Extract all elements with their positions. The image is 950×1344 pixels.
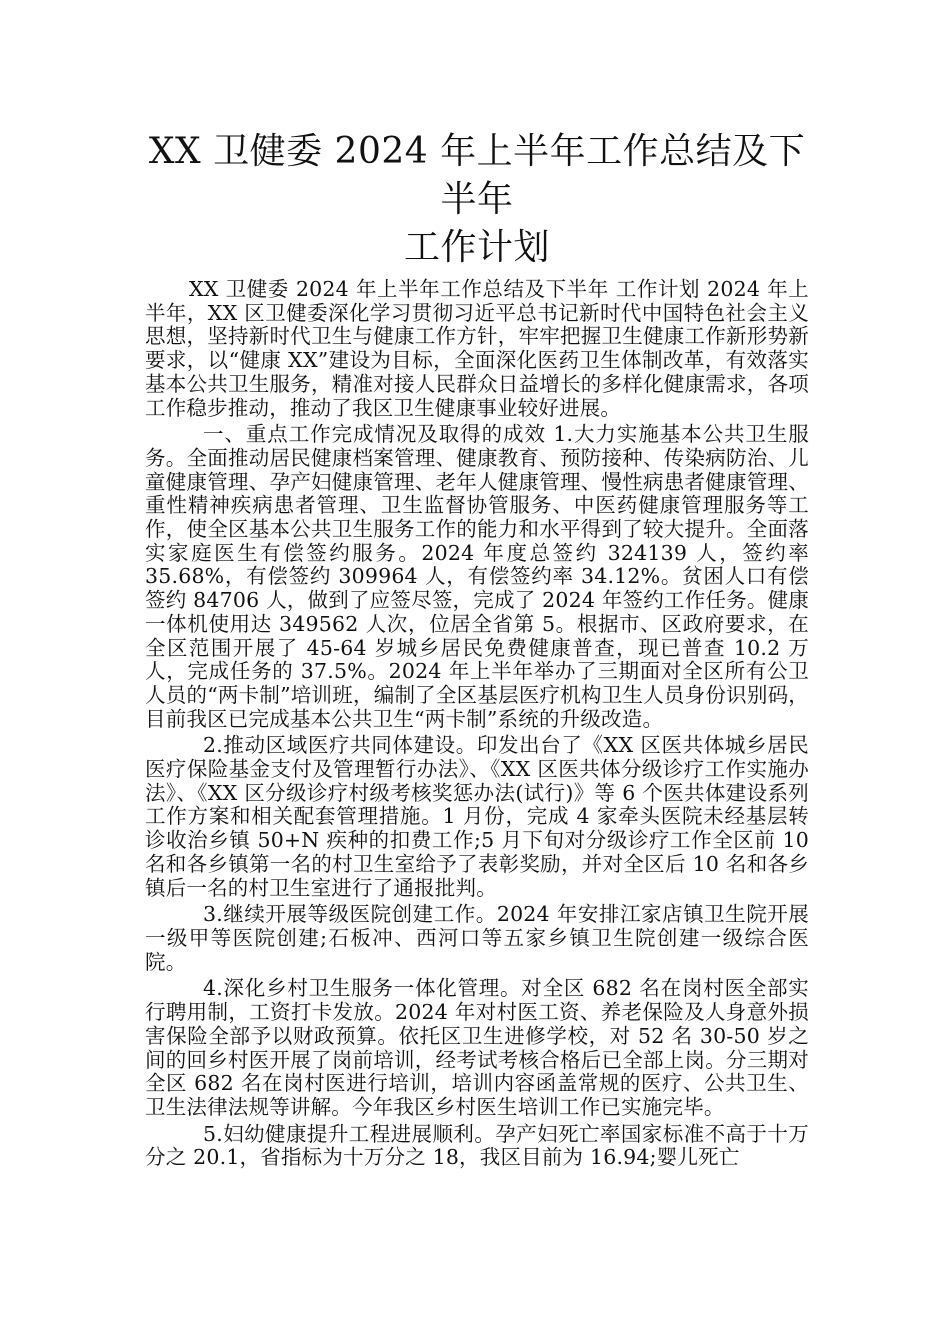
paragraph-item-2: 2.推动区域医疗共同体建设。印发出台了《XX 区医共体城乡居民医疗保险基金支付及管理暂行办法》、《XX 区医共体分级诊疗工作实施办法》、《XX 区分级诊疗村级考核奖惩办法(试行)》等 6 个医共体建设系列工作方案和相关配套管理措施。1 月份，完成 4 家牵头医院未经基层转诊收治乡镇 50+N 疾种的扣费工作;5 月下旬对分级诊疗工作全区前 10 名和各乡镇第一名的村卫生室给予了表彰奖励，并对全区后 10 名和各乡镇后一名的村卫生室进行了通报批判。 xyxy=(145,733,809,900)
document-title xyxy=(145,128,809,272)
paragraph-item-4: 4.深化乡村卫生服务一体化管理。对全区 682 名在岗村医全部实行聘用制，工资打卡发放。2024 年对村医工资、养老保险及人身意外损害保险全部予以财政预算。依托区卫生进修学校，对 52 名 30-50 岁之间的回乡村医开展了岗前培训，经考试考核合格后已全部上岗。分三期对全区 682 名在岗村医进行培训，培训内容函盖常规的医疗、公共卫生、卫生法律法规等讲解。今年我区乡村医生培训工作已实施完毕。 xyxy=(145,976,809,1119)
title-line-2: 工作计划 xyxy=(403,227,550,268)
paragraph-intro: XX 卫健委 2024 年上半年工作总结及下半年 工作计划 2024 年上半年，XX 区卫健委深化学习贯彻习近平总书记新时代中国特色社会主义思想，坚持新时代卫生与健康工作方针，牢牢把握卫生健康工作新形势新要求，以“健康 XX”建设为目标，全面深化医药卫生体制改革，有效落实基本公共卫生服务，精准对接人民群众日益增长的多样化健康需求，各项工作稳步推动，推动了我区卫生健康事业较好进展。 xyxy=(145,277,809,420)
paragraph-item-3: 3.继续开展等级医院创建工作。2024 年安排江家店镇卫生院开展一级甲等医院创建;石板冲、西河口等五家乡镇卫生院创建一级综合医院。 xyxy=(145,902,809,974)
document-page xyxy=(145,128,809,1173)
title-line-1: XX 卫健委 2024 年上半年工作总结及下半年 xyxy=(148,131,806,220)
paragraph-item-5: 5.妇幼健康提升工程进展顺利。孕产妇死亡率国家标准不高于十万分之 20.1，省指标为十万分之 18，我区目前为 16.94;婴儿死亡 xyxy=(145,1121,809,1170)
paragraph-section-1: 一、重点工作完成情况及取得的成效 1.大力实施基本公共卫生服务。全面推动居民健康档案管理、健康教育、预防接种、传染病防治、儿童健康管理、孕产妇健康管理、老年人健康管理、慢性病患者健康管理、重性精神疾病患者管理、卫生监督协管服务、中医药健康管理服务等工作，使全区基本公共卫生服务工作的能力和水平得到了较大提升。全面落实家庭医生有偿签约服务。2024 年度总签约 324139 人，签约率 35.68%，有偿签约 309964 人，有偿签约率 34.12%。贫困人口有偿签约 84706 人，做到了应签尽签，完成了 2024 年签约工作任务。健康一体机使用达 349562 人次，位居全省第 5。根据市、区政府要求，在全区范围开展了 45-64 岁城乡居民免费健康普查，现已普查 10.2 万人，完成任务的 37.5%。2024 年上半年举办了三期面对全区所有公卫人员的“两卡制”培训班，编制了全区基层医疗机构卫生人员身份识别码，目前我区已完成基本公共卫生“两卡制”系统的升级改造。 xyxy=(145,422,809,731)
